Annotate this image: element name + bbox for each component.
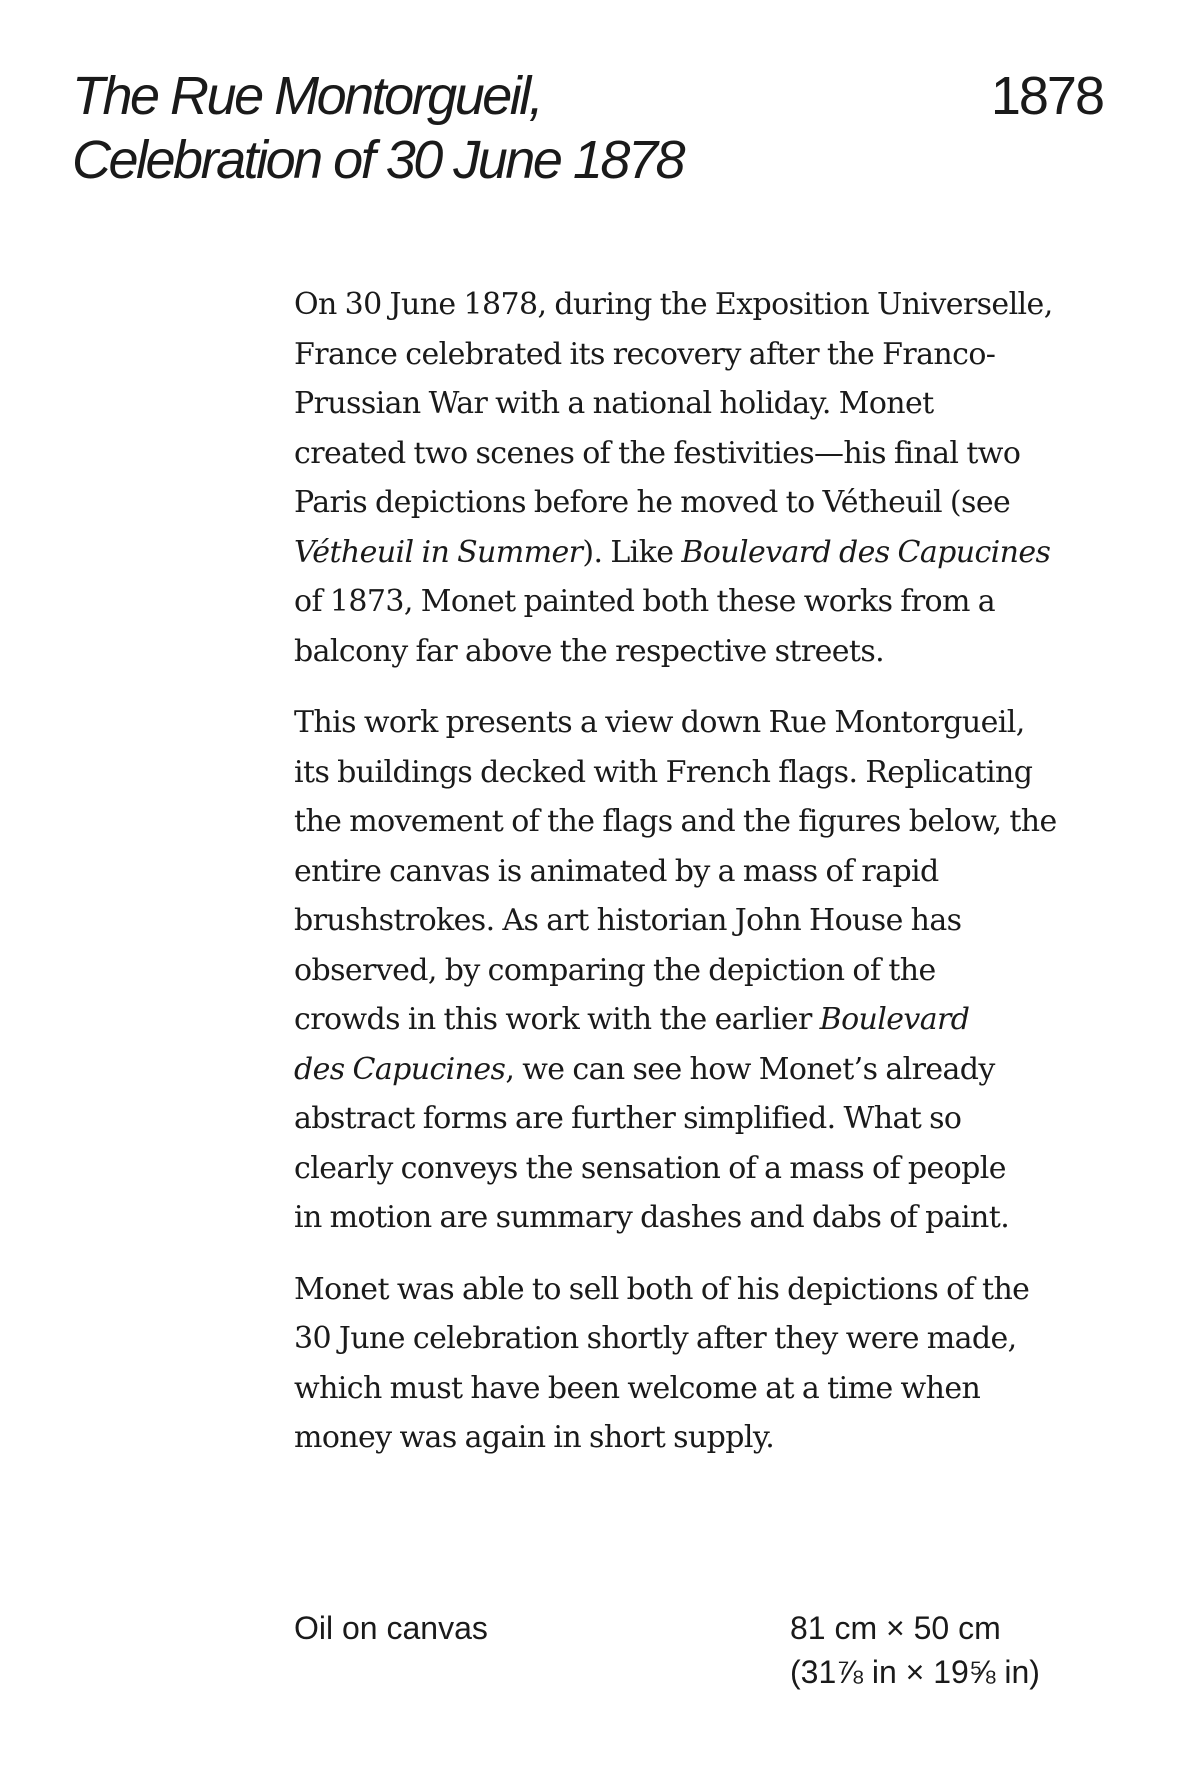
text-line [294,429,1114,479]
text-segment: brushstrokes. As art historian John House has [294,903,962,938]
artwork-title-line: Celebration of 30 June 1878 [72,130,684,190]
dimensions-metric: 81 cm × 50 cm [790,1610,1001,1646]
artwork-title-line: The Rue Montorgueil, [72,66,542,126]
text-line [294,946,1114,996]
text-line [294,1045,1114,1095]
text-line [294,330,1114,380]
text-segment: abstract forms are further simplified. What so [294,1101,962,1136]
artwork-year: 1878 [990,66,1103,126]
description-paragraph [294,280,1114,676]
text-segment: This work presents a view down Rue Montorgueil, [294,705,1025,740]
text-segment: observed, by comparing the depiction of the [294,952,936,988]
text-line [294,1094,1114,1144]
text-line [294,528,1114,578]
text-segment: its buildings decked with French flags. Replicating [294,754,1033,790]
text-segment: clearly conveys the sensation of a mass of people [294,1150,1006,1186]
text-line [294,627,1114,677]
italic-title-ref: Boulevard [819,1002,970,1037]
text-line [294,577,1114,627]
text-line [294,995,1114,1045]
text-line [294,1265,1114,1315]
text-line [294,847,1114,897]
text-segment: crowds in this work with the earlier [294,1002,820,1037]
text-segment: , we can see how Monet’s already [505,1051,995,1087]
text-segment: ). Like [582,534,682,570]
text-line [294,280,1114,330]
text-segment: in motion are summary dashes and dabs of paint. [294,1200,1010,1235]
text-line [294,478,1114,528]
text-line [294,1314,1114,1364]
text-line [294,379,1114,429]
text-line [294,896,1114,946]
artwork-title [72,64,832,192]
description-paragraph [294,1265,1114,1463]
artwork-dimensions [790,1606,1040,1694]
description-text [294,280,1114,1485]
text-segment: of 1873, Monet painted both these works from a [294,584,996,619]
italic-title-ref: Boulevard des Capucines [681,534,1051,570]
text-segment: balcony far above the respective streets. [294,633,885,669]
text-segment: created two scenes of the festivities—his final two [294,435,1021,471]
text-segment: which must have been welcome at a time when [294,1370,981,1406]
text-segment: money was again in short supply. [294,1420,775,1455]
text-line [294,1413,1114,1463]
text-segment: Monet was able to sell both of his depictions of the [294,1271,1030,1307]
text-segment: Prussian War with a national holiday. Monet [294,386,934,421]
description-paragraph [294,698,1114,1243]
text-segment: entire canvas is animated by a mass of rapid [294,853,939,889]
italic-title-ref: des Capucines [294,1051,506,1087]
italic-title-ref: Vétheuil in Summer [294,534,583,570]
artwork-medium: Oil on canvas [294,1610,488,1646]
text-line [294,1364,1114,1414]
dimensions-imperial: (31⅞ in × 19⅝ in) [790,1654,1040,1690]
text-line [294,748,1114,798]
text-line [294,797,1114,847]
text-line [294,698,1114,748]
text-segment: France celebrated its recovery after the Franco- [294,336,996,372]
text-line [294,1144,1114,1194]
text-segment: the movement of the flags and the figures below, the [294,804,1057,839]
text-segment: On 30 June 1878, during the Exposition Universelle, [294,287,1053,322]
text-segment: Paris depictions before he moved to Vétheuil (see [294,485,1011,520]
text-segment: 30 June celebration shortly after they were made, [294,1321,1017,1356]
text-line [294,1193,1114,1243]
